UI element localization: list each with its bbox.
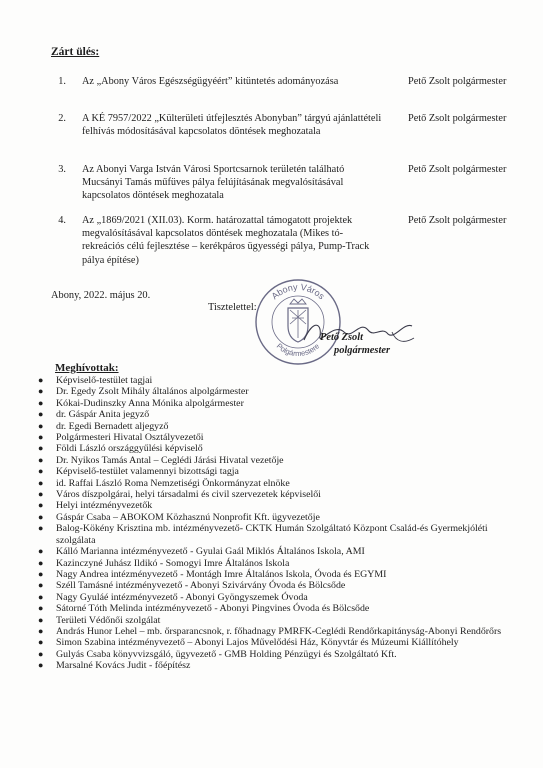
invitee-item xyxy=(38,455,516,466)
invitee-text: Kálló Marianna intézményvezető - Gyulai Gaál Miklós Általános Iskola, AMI xyxy=(56,546,365,558)
bullet-icon: ● xyxy=(38,466,44,477)
invitee-item xyxy=(38,603,516,614)
agenda-text: A KÉ 7957/2022 „Külterületi útfejlesztés Abonyban” tárgyú ajánlattételi felhívás módosításával kapcsolatos döntések meghozatala xyxy=(82,113,382,138)
invitee-text: Gulyás Csaba könyvvizsgáló, ügyvezető - GMB Holding Pénzügyi és Szolgáltató Kft. xyxy=(56,648,397,660)
bullet-icon: ● xyxy=(38,432,44,443)
invitee-item xyxy=(38,660,516,671)
invitee-item xyxy=(38,558,516,569)
invitee-text: András Hunor Lehel – mb. őrsparancsnok, r. főhadnagy PMRFK-Ceglédi Rendőrkapitányság-Abonyi Rendőrőrs xyxy=(56,625,502,637)
section-heading: Zárt ülés: xyxy=(51,46,100,58)
agenda-number: 1. xyxy=(58,76,66,87)
bullet-icon: ● xyxy=(38,511,44,522)
signer-title: polgármester xyxy=(334,344,390,356)
invitee-item xyxy=(38,615,516,626)
bullet-icon: ● xyxy=(38,500,44,511)
invited-heading: Meghívottak: xyxy=(55,362,119,374)
signer-block xyxy=(320,332,390,357)
agenda-responsible: Pető Zsolt polgármester xyxy=(408,215,507,226)
invitee-text: id. Raffai László Roma Nemzetiségi Önkormányzat elnöke xyxy=(56,477,290,489)
invitee-item xyxy=(38,637,516,648)
invitee-text: Nagy Gyuláé intézményvezető - Abonyi Gyöngyszemek Óvoda xyxy=(56,591,308,603)
bullet-icon: ● xyxy=(38,637,44,648)
invitee-text: Képviselő-testület tagjai xyxy=(56,375,153,386)
agenda-responsible: Pető Zsolt polgármester xyxy=(408,113,507,124)
agenda-number: 2. xyxy=(58,113,66,124)
bullet-icon: ● xyxy=(38,568,44,579)
invitee-item xyxy=(38,398,516,409)
bullet-icon: ● xyxy=(38,625,44,636)
invitee-item xyxy=(38,421,516,432)
invitee-text: Helyi intézményvezetők xyxy=(56,500,153,512)
document-date: Abony, 2022. május 20. xyxy=(51,290,151,301)
bullet-icon: ● xyxy=(38,591,44,602)
invitee-item xyxy=(38,580,516,591)
bullet-icon: ● xyxy=(38,648,44,659)
bullet-icon: ● xyxy=(38,420,44,431)
invitee-item xyxy=(38,432,516,443)
invitee-text: Kókai-Dudinszky Anna Mónika alpolgármester xyxy=(56,397,244,409)
agenda-number: 4. xyxy=(58,215,66,226)
invitee-text: Simon Szabina intézményvezető – Abonyi Lajos Művelődési Ház, Könyvtár és Múzeumi Kiállítóhely xyxy=(56,637,459,649)
invitee-item xyxy=(38,626,516,637)
bullet-icon: ● xyxy=(38,454,44,465)
invitee-text: Nagy Andrea intézményvezető - Montágh Imre Általános Iskola, Óvoda és EGYMI xyxy=(56,568,387,580)
bullet-icon: ● xyxy=(38,580,44,591)
agenda-responsible: Pető Zsolt polgármester xyxy=(408,164,507,175)
greeting: Tisztelettel: xyxy=(208,302,257,313)
invitee-text: Marsalné Kovács Judit - főépítész xyxy=(56,660,191,672)
bullet-icon: ● xyxy=(38,603,44,614)
invitee-item xyxy=(38,500,516,511)
bullet-icon: ● xyxy=(38,557,44,568)
invitee-item xyxy=(38,523,516,546)
agenda-text: Az „1869/2021 (XII.03). Korm. határozattal támogatott projektek megvalósításával kapcsolatos döntések meghozatala (Mikes tó-rekreációs célú fejlesztése – kerékpáros ügyességi pálya, Pump-Track pálya építése) xyxy=(82,215,370,266)
invitee-text: Földi László országgyűlési képviselő xyxy=(56,443,203,455)
bullet-icon: ● xyxy=(38,477,44,488)
bullet-icon: ● xyxy=(38,614,44,625)
invitee-item xyxy=(38,409,516,420)
invitee-item xyxy=(38,375,516,386)
agenda-text: Az Abonyi Varga István Városi Sportcsarnok területén található Mucsányi Tamás műfüves pálya felújításának megvalósításával kapcsolatos döntések meghozatala xyxy=(82,164,345,202)
invitee-text: dr. Gáspár Anita jegyző xyxy=(56,409,150,421)
bullet-icon: ● xyxy=(38,397,44,408)
invitee-text: Széll Tamásné intézményvezető - Abonyi Szivárvány Óvoda és Bölcsőde xyxy=(56,580,346,592)
invitee-item xyxy=(38,569,516,580)
invitee-text: dr. Egedi Bernadett aljegyző xyxy=(56,420,169,432)
invitee-text: Dr. Egedy Zsolt Mihály általános alpolgármester xyxy=(56,386,249,398)
invitee-item xyxy=(38,478,516,489)
invitee-item xyxy=(38,592,516,603)
bullet-icon: ● xyxy=(38,386,44,397)
agenda-number: 3. xyxy=(58,164,66,175)
invitee-text: Dr. Nyikos Tamás Antal – Ceglédi Járási Hivatal vezetője xyxy=(56,454,284,466)
invitee-list xyxy=(38,375,516,672)
invitee-item xyxy=(38,489,516,500)
bullet-icon: ● xyxy=(38,546,44,557)
agenda-responsible: Pető Zsolt polgármester xyxy=(408,76,507,87)
invitee-item xyxy=(38,443,516,454)
bullet-icon: ● xyxy=(38,489,44,500)
invitee-text: Sátorné Tóth Melinda intézményvezető - Abonyi Pingvines Óvoda és Bölcsőde xyxy=(56,603,370,615)
stamp-text-top: Abony Város xyxy=(269,281,327,302)
bullet-icon: ● xyxy=(38,523,44,534)
invitee-text: Polgármesteri Hivatal Osztályvezetői xyxy=(56,432,204,444)
invitee-item xyxy=(38,466,516,477)
stamp-text-bottom: Polgármestere xyxy=(274,341,322,359)
invitee-item xyxy=(38,386,516,397)
invitee-text: Kazinczyné Juhász Ildikó - Somogyi Imre Általános Iskola xyxy=(56,557,290,569)
invitee-text: Képviselő-testület valamennyi bizottsági tagja xyxy=(56,466,239,478)
invitee-text: Balog-Kökény Krisztina mb. intézményvezető- CKTK Humán Szolgáltató Központ Család-és Gyermekjóléti szolgálata xyxy=(56,523,488,546)
bullet-icon: ● xyxy=(38,443,44,454)
signer-name: Pető Zsolt xyxy=(320,332,363,343)
bullet-icon: ● xyxy=(38,660,44,671)
bullet-icon: ● xyxy=(38,375,44,385)
invitee-text: Város díszpolgárai, helyi társadalmi és civil szervezetek képviselői xyxy=(56,489,321,501)
bullet-icon: ● xyxy=(38,409,44,420)
invitee-item xyxy=(38,546,516,557)
invitee-item xyxy=(38,649,516,660)
invitee-item xyxy=(38,512,516,523)
invitee-text: Gáspár Csaba – ABOKOM Közhasznú Nonprofit Kft. ügyvezetője xyxy=(56,511,320,523)
invitee-text: Területi Védőnői szolgálat xyxy=(56,614,161,626)
agenda-text: Az „Abony Város Egészségügyéért” kitüntetés adományozása xyxy=(82,76,339,87)
